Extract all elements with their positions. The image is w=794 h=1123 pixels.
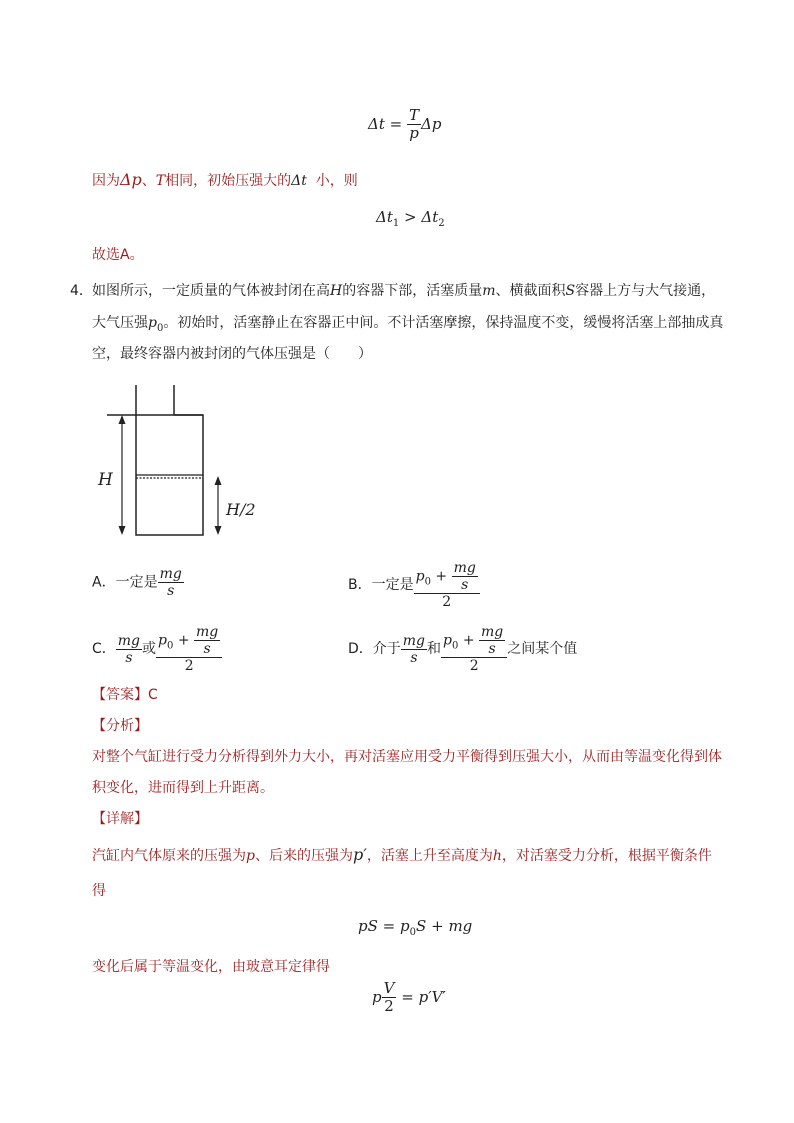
inner-num: mg — [453, 560, 476, 576]
option-a-text: 一定是 — [115, 574, 158, 591]
q1-var-m: m — [482, 283, 496, 299]
question-line-1 — [92, 280, 715, 300]
d1-text-b: 、后来的压强为 — [254, 848, 353, 864]
inner-fraction — [452, 560, 478, 593]
fraction-denominator: p — [409, 124, 419, 143]
since-line — [92, 170, 358, 190]
var-p-sub: 0 — [424, 576, 431, 588]
option-d-and: 和 — [427, 641, 442, 658]
question-line-3: 空，最终容器内被封闭的气体压强是（ ） — [92, 346, 372, 362]
frac-den: s — [125, 649, 133, 666]
inner-den: s — [488, 641, 496, 658]
conclusion: 故选A。 — [92, 247, 144, 263]
detail-tag: 【详解】 — [92, 811, 148, 827]
label-H: H — [98, 470, 113, 490]
height-arrow — [119, 415, 126, 535]
var-p-sub: 0 — [167, 640, 174, 652]
option-c-or: 或 — [142, 641, 157, 658]
q1-text-a: 如图所示，一定质量的气体被封闭在高 — [92, 283, 330, 299]
eq2-fraction — [382, 980, 397, 1016]
eq2-p: p — [372, 987, 382, 1006]
inequality — [376, 208, 445, 229]
frac-den: s — [410, 649, 418, 666]
option-d[interactable] — [348, 624, 577, 674]
since-text-3: 小，则 — [315, 173, 358, 189]
q2-var-p-sub: 0 — [156, 322, 164, 334]
ineq-rhs: Δt — [421, 208, 439, 226]
var-p-sub: 0 — [452, 640, 459, 652]
answer-line — [92, 684, 158, 704]
eq1-S: S — [416, 917, 427, 935]
inner-fraction — [194, 624, 220, 657]
q1-text-d: 容器上方与大气接通， — [575, 283, 716, 299]
q1-var-H: H — [330, 283, 343, 299]
q1-text-c: 、横截面积 — [495, 283, 566, 299]
question-line-2 — [92, 312, 723, 334]
option-d-text-2: 之间某个值 — [507, 641, 578, 658]
option-c-fraction-2 — [156, 624, 222, 674]
frac-num: mg — [117, 632, 141, 649]
eq1-p-sub: 0 — [409, 927, 417, 938]
eq2-den: 2 — [384, 997, 394, 1016]
analysis-line-2: 积变化，进而得到上升距离。 — [92, 780, 274, 796]
frac-num — [441, 624, 507, 658]
since-text-1: 因为 — [92, 173, 120, 189]
d1-var-p: p — [246, 848, 255, 864]
plus-sign: + — [435, 568, 448, 585]
option-b[interactable] — [348, 560, 480, 610]
option-a-label: A． — [92, 574, 116, 591]
q1-text-b: 的容器下部，活塞质量 — [342, 283, 483, 299]
frac-num — [156, 624, 222, 658]
analysis-tag: 【分析】 — [92, 718, 148, 734]
equation-boyle — [372, 980, 446, 1016]
equation-balance — [358, 917, 472, 938]
inner-num: mg — [481, 624, 504, 640]
q2-text-b: 。初始时，活塞静止在容器正中间。不计活塞摩擦，保持温度不变，缓慢将活塞上部抽成真 — [163, 315, 724, 331]
ineq-op: > — [404, 208, 417, 226]
piston — [136, 475, 203, 478]
since-text-2: 相同，初始压强大的 — [165, 173, 292, 189]
option-d-label: D． — [348, 641, 373, 658]
eq1-equals: = — [382, 917, 396, 935]
formula-rhs: Δp — [421, 114, 442, 133]
d1-var-pp: p′ — [352, 845, 367, 864]
formula-lhs: Δt — [368, 114, 385, 133]
ineq-rhs-sub: 2 — [438, 218, 445, 229]
since-T: T — [155, 173, 166, 189]
eq2-equals: = — [401, 987, 414, 1006]
eq1-mg: mg — [448, 917, 473, 935]
eq2-num: V — [383, 979, 395, 997]
frac-num: mg — [402, 632, 426, 649]
option-d-text-1: 介于 — [372, 641, 401, 658]
inner-num: mg — [196, 624, 219, 640]
option-d-fraction-1 — [401, 633, 427, 666]
fraction-numerator: T — [409, 106, 420, 124]
option-c-label: C． — [92, 641, 116, 658]
d1-text-a: 汽缸内气体原来的压强为 — [92, 848, 246, 864]
answer-tag: 【答案】 — [92, 687, 148, 703]
detail-line-1 — [92, 845, 712, 865]
q2-var-p: p — [148, 315, 157, 331]
frac-den: 2 — [442, 594, 452, 611]
eq1-p: p — [400, 917, 410, 935]
var-p: p — [415, 568, 425, 585]
var-p: p — [158, 632, 167, 649]
half-height-arrow — [215, 476, 222, 535]
option-a-fraction — [158, 566, 184, 599]
option-d-fraction-2 — [441, 624, 507, 674]
option-c-fraction-1 — [116, 633, 142, 666]
frac-den: 2 — [184, 658, 194, 675]
option-c[interactable] — [92, 624, 222, 674]
plus-sign: + — [177, 632, 190, 649]
frac-num — [414, 560, 480, 594]
inner-den: s — [461, 577, 469, 594]
ineq-lhs-sub: 1 — [392, 218, 400, 229]
formula-fraction — [407, 107, 421, 143]
formula-equals: = — [389, 114, 403, 133]
var-p: p — [443, 632, 452, 649]
d1-var-h: h — [492, 848, 502, 864]
option-a[interactable] — [92, 566, 184, 599]
since-dp: Δp — [120, 170, 142, 189]
q2-text-a: 大气压强 — [92, 315, 148, 331]
formula-delta-t — [368, 107, 441, 143]
piston-figure — [90, 375, 260, 545]
inner-fraction — [479, 624, 505, 657]
d1-text-d: ，对活塞受力分析，根据平衡条件 — [501, 848, 712, 864]
eq1-lhs: pS — [358, 917, 378, 935]
since-dt: Δt — [291, 173, 307, 189]
detail-line-2: 得 — [92, 883, 106, 899]
frac-den: s — [167, 583, 175, 600]
option-b-text: 一定是 — [371, 577, 414, 594]
frac-num: mg — [159, 566, 182, 582]
option-b-label: B． — [348, 577, 372, 594]
frac-den: 2 — [469, 658, 479, 675]
answer-value: C — [148, 687, 158, 703]
inner-den: s — [203, 641, 211, 658]
q1-var-S: S — [565, 283, 576, 299]
eq2-rhs: p′V′ — [418, 987, 446, 1006]
eq1-plus: + — [431, 917, 444, 935]
question-number: 4． — [70, 283, 93, 299]
plus-sign: + — [462, 632, 475, 649]
d1-text-c: ，活塞上升至高度为 — [366, 848, 493, 864]
detail-line-3: 变化后属于等温变化，由玻意耳定律得 — [92, 959, 330, 975]
analysis-line-1: 对整个气缸进行受力分析得到外力大小，再对活塞应用受力平衡得到压强大小，从而由等温变化得到体 — [92, 749, 722, 765]
label-H2: H/2 — [226, 500, 256, 519]
since-sep: 、 — [141, 173, 156, 189]
option-b-fraction — [414, 560, 480, 610]
ineq-lhs: Δt — [376, 208, 393, 226]
